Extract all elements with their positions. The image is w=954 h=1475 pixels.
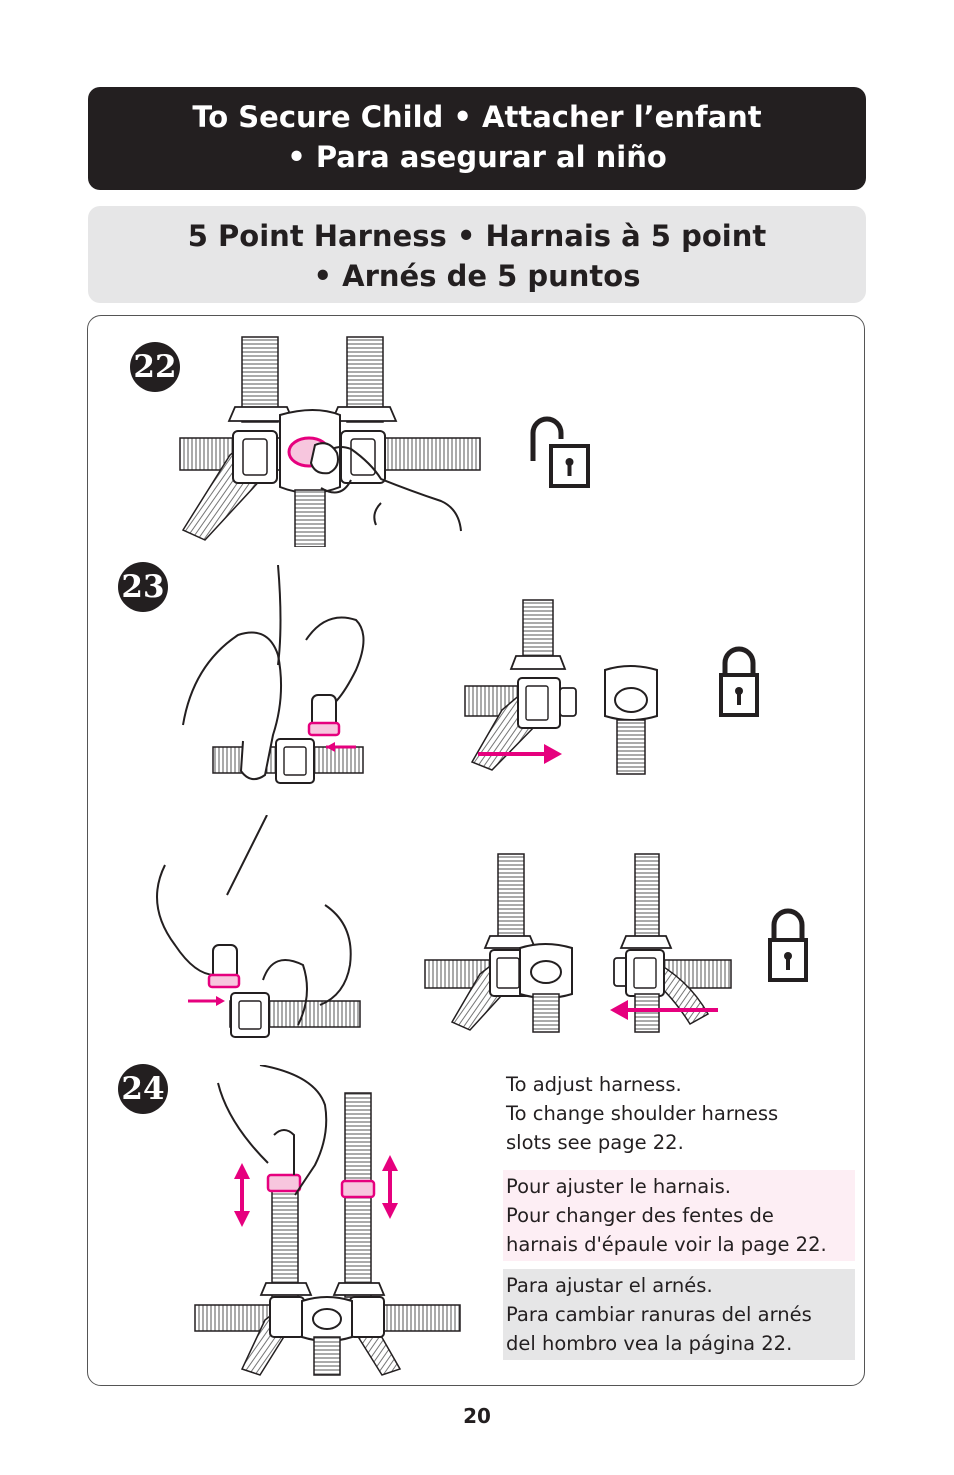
instructions-french [503,1170,855,1261]
instruction-fr-line-3: harnais d'épaule voir la page 22. [506,1233,827,1256]
instruction-es-line-3: del hombro vea la página 22. [506,1332,793,1355]
instructions-english [503,1068,855,1159]
step-22-badge: 22 [130,342,180,392]
instruction-es-line-1: Para ajustar el arnés. [506,1274,713,1297]
buckle-separated-illustration [460,598,670,776]
unlocked-padlock-icon [525,413,591,489]
hand-pull-tongue-illustration [178,565,368,795]
header-title-line-1: To Secure Child • Attacher l’enfant [192,100,762,134]
instruction-en-line-1: To adjust harness. [506,1073,682,1096]
instruction-en-line-2: To change shoulder harness [506,1102,779,1125]
page-number: 20 [463,1404,491,1428]
instruction-en-line-3: slots see page 22. [506,1131,684,1154]
harness-adjust-illustration [190,1065,465,1377]
buckle-insert-illustration [420,852,735,1034]
buckle-release-illustration [175,335,485,547]
subsection-header-banner [88,206,866,303]
step-23-badge: 23 [118,562,168,612]
section-header-banner [88,87,866,190]
hand-insert-tongue-illustration [145,815,365,1040]
instructions-spanish [503,1269,855,1360]
step-24-badge: 24 [118,1064,168,1114]
subsection-title-line-1: 5 Point Harness • Harnais à 5 point [187,219,767,253]
locked-padlock-icon [767,905,809,983]
header-title-line-2: • Para asegurar al niño [287,140,667,174]
locked-padlock-icon [718,643,760,718]
instruction-es-line-2: Para cambiar ranuras del arnés [506,1303,812,1326]
subsection-title-line-2: • Arnés de 5 puntos [313,259,641,293]
instruction-fr-line-2: Pour changer des fentes de [506,1204,774,1227]
instruction-fr-line-1: Pour ajuster le harnais. [506,1175,731,1198]
